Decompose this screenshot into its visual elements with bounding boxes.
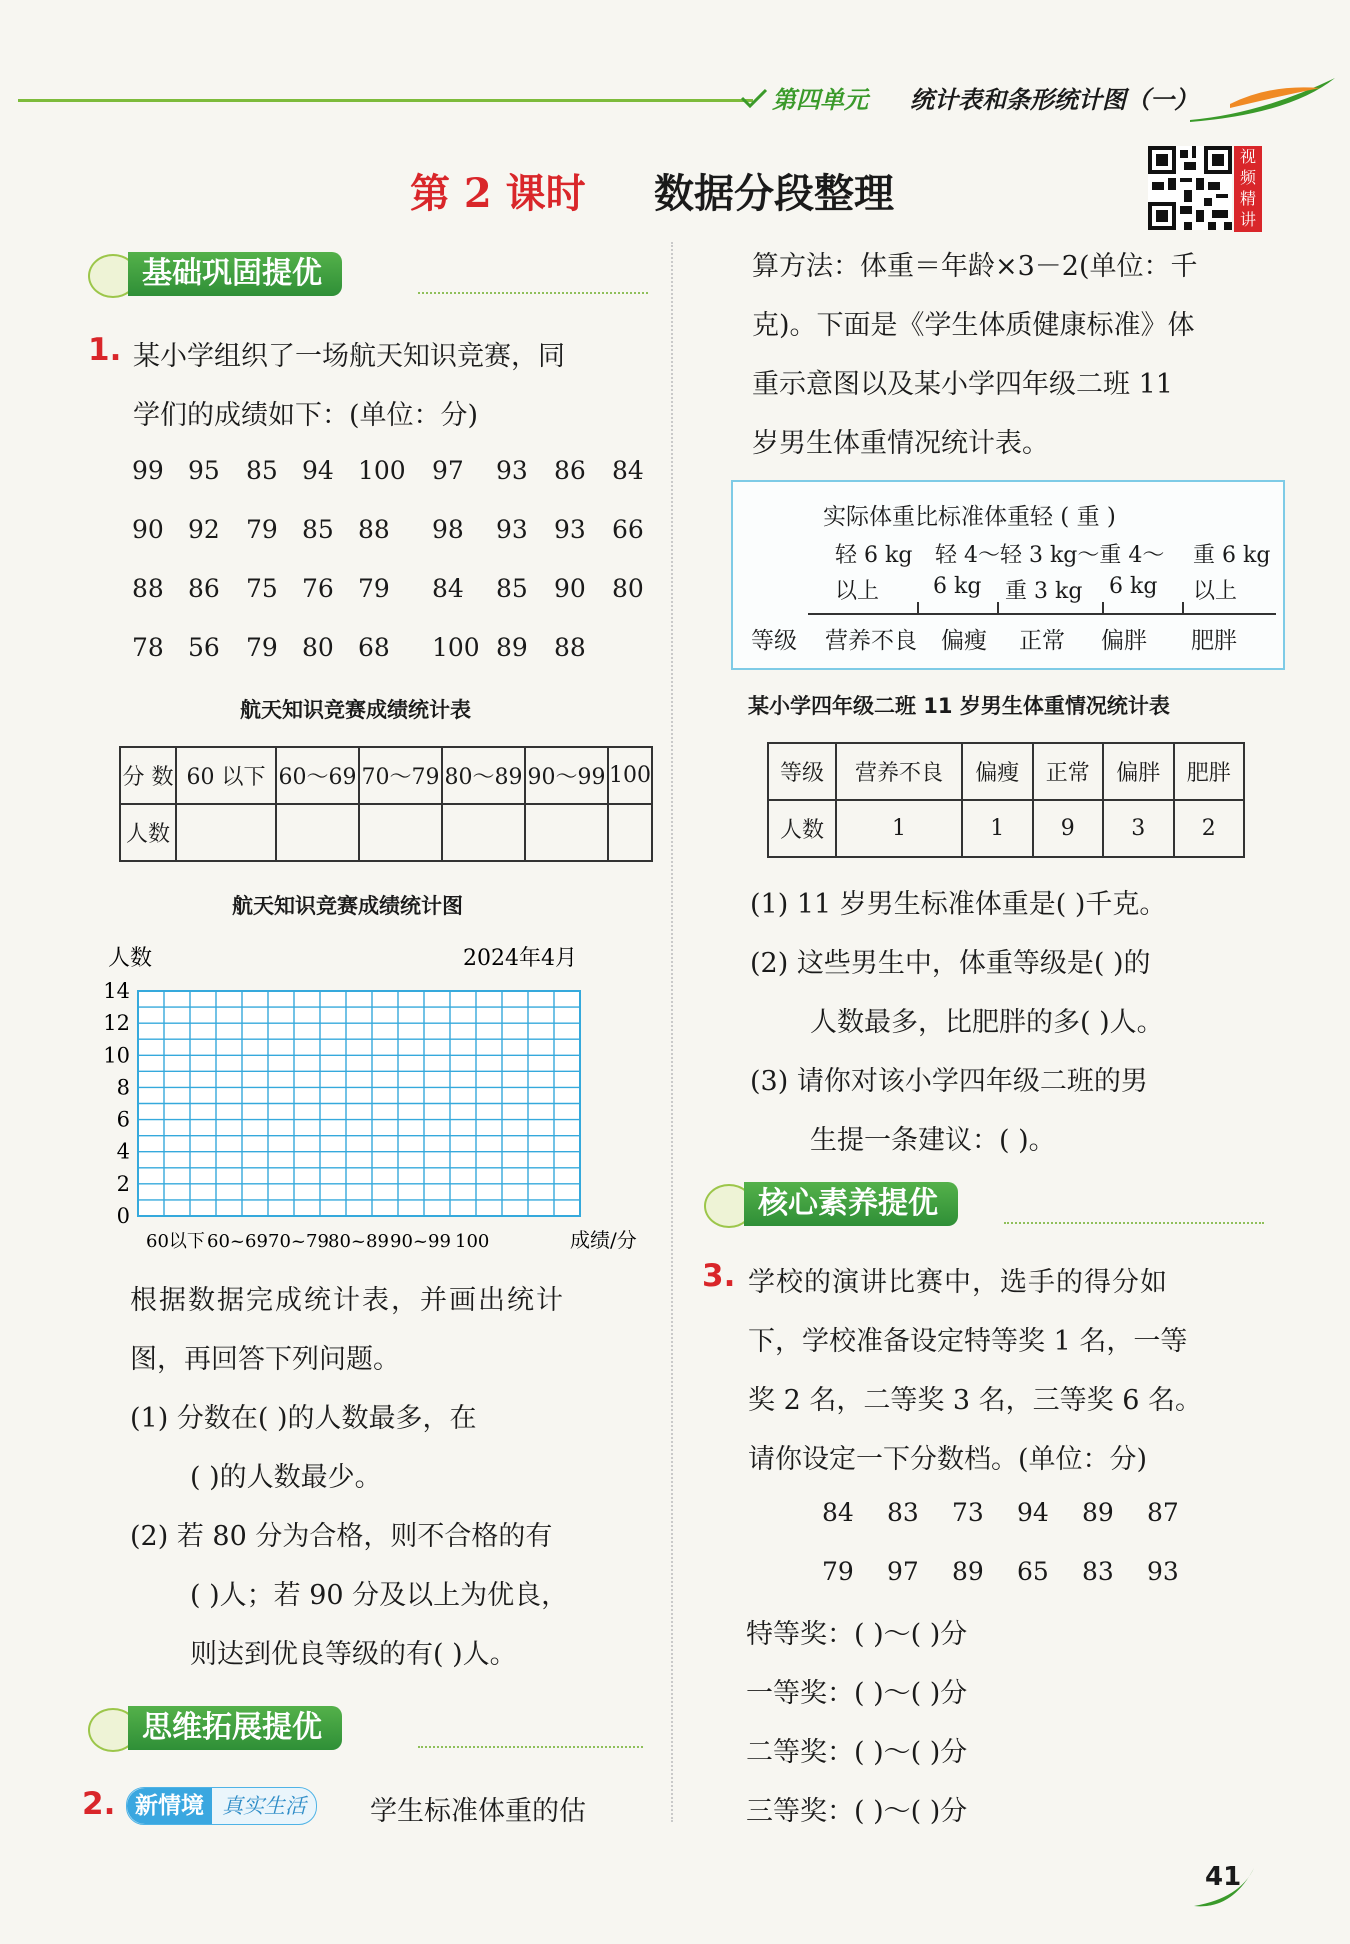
- q1-number: 1.: [88, 332, 122, 368]
- q1-score: 93: [496, 456, 528, 485]
- chart-x-tick-label: 100: [455, 1231, 490, 1252]
- q3-number: 3.: [702, 1258, 736, 1294]
- section-thinking-title: 思维拓展提优: [128, 1706, 342, 1750]
- section-basic-title: 基础巩固提优: [128, 252, 342, 296]
- q2-context-tag: [126, 1787, 317, 1825]
- q1-table-blank-cell[interactable]: [525, 804, 608, 861]
- q3-score: 83: [887, 1498, 919, 1527]
- q3-score: 93: [1147, 1557, 1179, 1586]
- q1-score: 75: [246, 574, 278, 603]
- section-thinking-header: [88, 1706, 643, 1750]
- q2-table-header: 正常: [1033, 743, 1104, 800]
- q1-score: 80: [612, 574, 644, 603]
- page-title: 数据分段整理: [654, 170, 894, 217]
- q1-bar-chart[interactable]: [100, 935, 670, 1260]
- q3-stem-line4: 请你设定一下分数档。(单位：分): [748, 1444, 1148, 1475]
- q2-stem-line2: 算方法：体重＝年龄×3－2(单位：千: [752, 251, 1198, 282]
- q1-table-header: 80～89: [442, 747, 525, 804]
- chart-y-tick-label: 10: [103, 1043, 130, 1068]
- unit-label: 第四单元: [772, 86, 868, 114]
- diagram-grade-5: 肥胖: [1191, 628, 1237, 654]
- q1-instruction-line1: 根据数据完成统计表，并画出统计: [130, 1285, 565, 1316]
- q3-score: 73: [952, 1498, 984, 1527]
- q1-score: 66: [612, 515, 644, 544]
- q2-table-row-label: 人数: [768, 800, 836, 857]
- q1-table-header: 90～99: [525, 747, 608, 804]
- q2-sub3-line2: 生提一条建议：( )。: [810, 1125, 1056, 1156]
- q2-stem-line3: 克)。下面是《学生体质健康标准》体: [752, 310, 1195, 341]
- diagram-grade-3: 正常: [1019, 628, 1065, 654]
- q3-award-first: 一等奖：( )～( )分: [746, 1678, 968, 1709]
- diagram-range-3: 重 6 kg: [1193, 543, 1271, 568]
- q2-number: 2.: [82, 1786, 116, 1822]
- chart-x-tick-label: 70~79: [268, 1231, 329, 1252]
- chart-date-label: 2024年4月: [463, 946, 577, 971]
- diagram-title: 实际体重比标准体重轻 ( 重 ): [823, 504, 1116, 530]
- q1-score: 85: [496, 574, 528, 603]
- q3-score: 89: [952, 1557, 984, 1586]
- q1-stem-line2: 学们的成绩如下：(单位：分): [133, 400, 479, 431]
- diagram-range-2: 轻 4～轻 3 kg～重 4～: [935, 543, 1165, 568]
- chart-y-tick-label: 14: [103, 979, 130, 1003]
- q1-table-header: 分 数: [120, 747, 176, 804]
- q1-table-blank-cell[interactable]: [442, 804, 525, 861]
- q2-sub2-line2: 人数最多，比肥胖的多( )人。: [810, 1007, 1164, 1038]
- q1-score: 79: [358, 574, 390, 603]
- q1-sub1-line1: (1) 分数在( )的人数最多，在: [130, 1403, 477, 1434]
- q1-score: 92: [188, 515, 220, 544]
- q3-score: 89: [1082, 1498, 1114, 1527]
- q3-score: 83: [1082, 1557, 1114, 1586]
- q2-stem-line5: 岁男生体重情况统计表。: [752, 428, 1049, 459]
- q1-score: 93: [554, 515, 586, 544]
- q1-score: 86: [554, 456, 586, 485]
- section-core-header: [704, 1182, 1264, 1226]
- q1-score: 94: [302, 456, 334, 485]
- header-rule: [18, 99, 753, 102]
- diagram-range-5: 6 kg: [933, 574, 982, 599]
- dotted-rule: [418, 292, 648, 294]
- chart-y-tick-label: 2: [116, 1171, 130, 1196]
- chart-y-tick-label: 12: [103, 1011, 130, 1036]
- q1-score: 99: [132, 456, 164, 485]
- q2-weight-table: [767, 742, 1245, 858]
- q1-score: 98: [432, 515, 464, 544]
- q2-table-header: 偏瘦: [962, 743, 1033, 800]
- q2-table-header: 等级: [768, 743, 836, 800]
- q1-chart-caption: 航天知识竞赛成绩统计图: [232, 894, 463, 918]
- q1-table-blank-cell[interactable]: [608, 804, 652, 861]
- q1-table-caption: 航天知识竞赛成绩统计表: [240, 698, 471, 722]
- q2-sub1: (1) 11 岁男生标准体重是( )千克。: [750, 889, 1167, 920]
- q2-table-header: 营养不良: [836, 743, 962, 800]
- diagram-grade-4: 偏胖: [1101, 628, 1147, 654]
- q2-stem-line4: 重示意图以及某小学四年级二班 11: [752, 369, 1173, 400]
- q1-frequency-table: [119, 746, 653, 862]
- q1-table-row-label: 人数: [120, 804, 176, 861]
- q2-table-count: 2: [1174, 800, 1245, 857]
- q3-award-third: 三等奖：( )～( )分: [746, 1796, 968, 1827]
- q1-score: 84: [432, 574, 464, 603]
- q1-score: 79: [246, 515, 278, 544]
- q3-stem-line2: 下，学校准备设定特等奖 1 名，一等: [748, 1326, 1188, 1357]
- q1-score: 88: [554, 633, 586, 662]
- page-number: 41: [1205, 1862, 1242, 1892]
- chart-y-tick-label: 0: [116, 1204, 130, 1228]
- q1-table-blank-cell[interactable]: [359, 804, 442, 861]
- diagram-range-6: 重 3 kg: [1005, 579, 1083, 604]
- chart-x-tick-label: 80~89: [328, 1231, 389, 1252]
- q1-score: 80: [302, 633, 334, 662]
- q1-stem-line1: 某小学组织了一场航天知识竞赛，同: [133, 341, 565, 372]
- qr-label: 视频精讲: [1234, 146, 1262, 232]
- q3-score: 87: [1147, 1498, 1179, 1527]
- diagram-range-4: 以上: [835, 579, 880, 604]
- diagram-range-8: 以上: [1193, 579, 1238, 604]
- q1-score: 100: [432, 633, 480, 662]
- q1-score: 89: [496, 633, 528, 662]
- q2-tag-real-life: 真实生活: [222, 1794, 306, 1818]
- q2-table-count: 1: [962, 800, 1033, 857]
- diagram-grade-2: 偏瘦: [941, 628, 987, 654]
- diagram-scale-line: [808, 594, 1278, 618]
- q1-table-header: 60 以下: [176, 747, 276, 804]
- q1-score: 90: [554, 574, 586, 603]
- q1-score: 76: [302, 574, 334, 603]
- q1-score: 95: [188, 456, 220, 485]
- q2-table-header: 肥胖: [1174, 743, 1245, 800]
- q1-sub2-line1: (2) 若 80 分为合格，则不合格的有: [130, 1521, 553, 1552]
- q1-sub1-line2: ( )的人数最少。: [190, 1462, 382, 1493]
- unit-title: 统计表和条形统计图（一）: [910, 86, 1198, 114]
- q2-table-caption: 某小学四年级二班 11 岁男生体重情况统计表: [748, 694, 1170, 718]
- q1-score: 93: [496, 515, 528, 544]
- check-icon: [740, 88, 770, 110]
- q1-table-header: 60～69: [276, 747, 359, 804]
- diagram-grade-1: 营养不良: [825, 628, 917, 654]
- leaf-swoosh-icon: [1190, 74, 1340, 124]
- chart-y-tick-label: 8: [116, 1075, 130, 1100]
- q1-sub2-line3: 则达到优良等级的有( )人。: [190, 1639, 517, 1670]
- q3-score: 79: [822, 1557, 854, 1586]
- q1-score: 85: [302, 515, 334, 544]
- diagram-range-1: 轻 6 kg: [835, 543, 913, 568]
- dotted-rule: [1004, 1222, 1264, 1224]
- q3-stem-line1: 学校的演讲比赛中，选手的得分如: [748, 1267, 1168, 1298]
- q3-award-second: 二等奖：( )～( )分: [746, 1737, 968, 1768]
- q1-score: 78: [132, 633, 164, 662]
- q1-sub2-line2: ( )人；若 90 分及以上为优良，: [190, 1580, 569, 1611]
- q2-sub2-line1: (2) 这些男生中，体重等级是( )的: [750, 948, 1151, 979]
- q1-score: 84: [612, 456, 644, 485]
- chart-y-tick-label: 4: [116, 1139, 130, 1164]
- q2-stem-start: 学生标准体重的估: [370, 1796, 586, 1827]
- q1-score: 56: [188, 633, 220, 662]
- q1-score: 90: [132, 515, 164, 544]
- q3-score: 84: [822, 1498, 854, 1527]
- chart-x-axis-label: 成绩/分: [570, 1228, 637, 1252]
- q1-score: 68: [358, 633, 390, 662]
- q2-table-count: 1: [836, 800, 962, 857]
- dotted-rule: [418, 1746, 643, 1748]
- chart-x-tick-label: 60~69: [207, 1231, 268, 1252]
- q1-score: 79: [246, 633, 278, 662]
- qr-code-icon[interactable]: [1148, 146, 1232, 230]
- weight-standard-diagram: [731, 480, 1285, 670]
- q1-table-header: 70～79: [359, 747, 442, 804]
- q1-table-header: 100: [608, 747, 652, 804]
- diagram-range-7: 6 kg: [1109, 574, 1158, 599]
- q3-score: 65: [1017, 1557, 1049, 1586]
- q1-table-blank-cell[interactable]: [176, 804, 276, 861]
- q2-table-count: 3: [1103, 800, 1174, 857]
- chart-x-tick-label: 60以下: [146, 1231, 205, 1252]
- q3-award-special: 特等奖：( )～( )分: [746, 1619, 968, 1650]
- chart-y-tick-label: 6: [116, 1107, 130, 1132]
- q1-table-blank-cell[interactable]: [276, 804, 359, 861]
- q1-score: 88: [358, 515, 390, 544]
- chart-x-tick-label: 90~99: [390, 1231, 451, 1252]
- q2-table-count: 9: [1033, 800, 1104, 857]
- q1-score: 100: [358, 456, 406, 485]
- q2-tag-new-context: 新情境: [127, 1788, 212, 1824]
- column-divider: [671, 242, 673, 1822]
- q1-score: 88: [132, 574, 164, 603]
- q2-sub3-line1: (3) 请你对该小学四年级二班的男: [750, 1066, 1148, 1097]
- section-core-title: 核心素养提优: [744, 1182, 958, 1226]
- q1-score: 97: [432, 456, 464, 485]
- section-basic-header: [88, 252, 648, 296]
- q1-score: 86: [188, 574, 220, 603]
- q2-table-header: 偏胖: [1103, 743, 1174, 800]
- chart-y-axis-label: 人数: [108, 946, 153, 971]
- q1-score: 85: [246, 456, 278, 485]
- q3-score: 97: [887, 1557, 919, 1586]
- q3-score: 94: [1017, 1498, 1049, 1527]
- q1-instruction-line2: 图，再回答下列问题。: [130, 1344, 400, 1375]
- diagram-grade-label: 等级: [751, 628, 797, 654]
- lesson-number: 第 2 课时: [410, 170, 586, 217]
- q3-stem-line3: 奖 2 名，二等奖 3 名，三等奖 6 名。: [748, 1385, 1203, 1416]
